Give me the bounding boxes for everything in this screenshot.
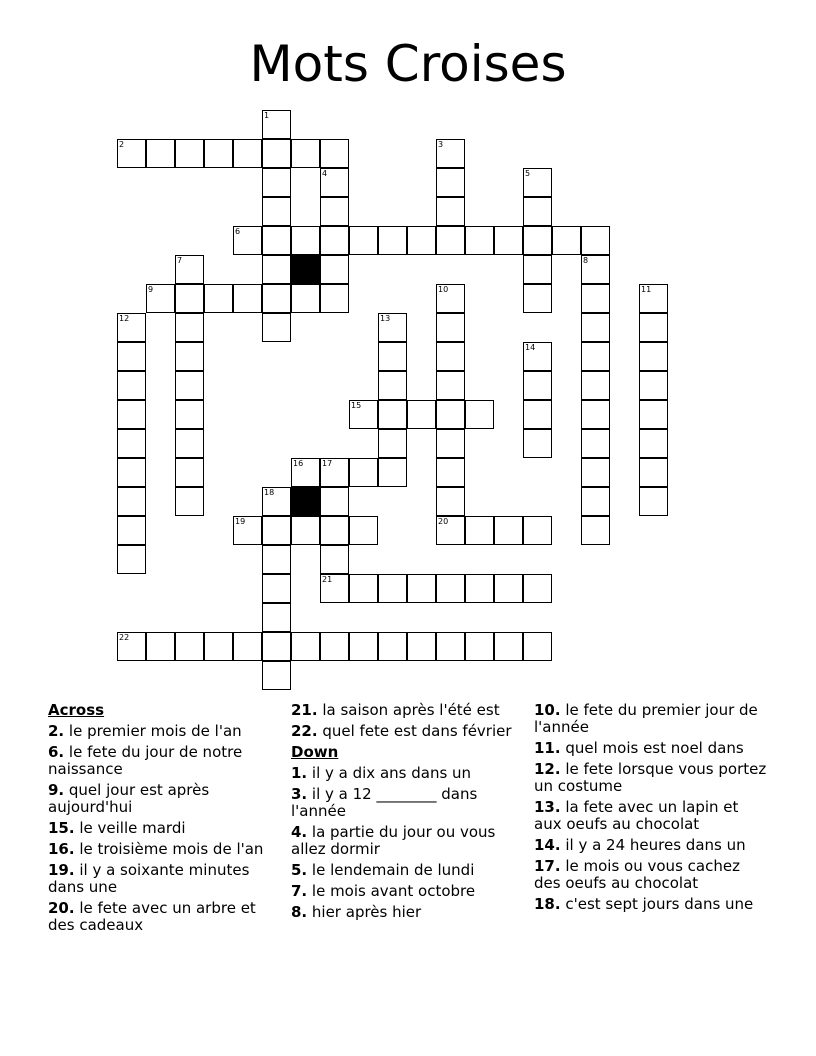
grid-cell[interactable] — [349, 574, 378, 603]
clue-number: 21. — [291, 701, 318, 719]
grid-cell[interactable] — [639, 371, 668, 400]
clue-item — [534, 799, 770, 833]
cell-number: 6 — [235, 227, 241, 236]
clue-item — [291, 824, 519, 858]
grid-cell[interactable] — [581, 429, 610, 458]
grid-cell[interactable] — [349, 632, 378, 661]
clue-text: le mois ou vous cachez des oeufs au chocolat — [534, 857, 740, 892]
grid-cell[interactable] — [436, 197, 465, 226]
clue-text: il y a 24 heures dans un — [560, 836, 746, 854]
grid-cell[interactable] — [146, 284, 175, 313]
grid-cell[interactable] — [378, 371, 407, 400]
grid-cell[interactable] — [175, 487, 204, 516]
grid-cell[interactable] — [552, 226, 581, 255]
grid-cell[interactable] — [262, 516, 291, 545]
cell-number: 13 — [380, 314, 391, 323]
cell-number: 14 — [525, 343, 536, 352]
cell-number: 3 — [438, 140, 444, 149]
grid-cell[interactable] — [465, 632, 494, 661]
grid-cell[interactable] — [523, 632, 552, 661]
cell-number: 5 — [525, 169, 531, 178]
grid-cell[interactable] — [117, 632, 146, 661]
grid-cell[interactable] — [523, 429, 552, 458]
cell-number: 16 — [293, 459, 304, 468]
grid-cell[interactable] — [523, 371, 552, 400]
grid-cell[interactable] — [320, 284, 349, 313]
grid-cell[interactable] — [117, 400, 146, 429]
grid-cell[interactable] — [581, 516, 610, 545]
cell-number: 19 — [235, 517, 246, 526]
clue-item — [48, 900, 278, 934]
grid-cell[interactable] — [117, 458, 146, 487]
clue-number: 8. — [291, 903, 308, 921]
grid-cell[interactable] — [494, 632, 523, 661]
grid-cell[interactable] — [291, 458, 320, 487]
grid-cell[interactable] — [523, 284, 552, 313]
grid-cell[interactable] — [320, 226, 349, 255]
clue-number: 2. — [48, 722, 65, 740]
clue-number: 13. — [534, 798, 561, 816]
clue-text: quel jour est après aujourd'hui — [48, 781, 210, 816]
grid-cell[interactable] — [117, 545, 146, 574]
grid-cell[interactable] — [233, 139, 262, 168]
cell-number: 20 — [438, 517, 449, 526]
grid-cell[interactable] — [117, 139, 146, 168]
grid-cell[interactable] — [581, 371, 610, 400]
grid-cell[interactable] — [233, 226, 262, 255]
grid-cell[interactable] — [436, 342, 465, 371]
grid-cell[interactable] — [117, 487, 146, 516]
clue-number: 20. — [48, 899, 75, 917]
clue-text: c'est sept jours dans une — [560, 895, 754, 913]
grid-cell[interactable] — [407, 632, 436, 661]
clue-item — [534, 837, 770, 854]
grid-cell[interactable] — [581, 400, 610, 429]
clue-text: la fete avec un lapin et aux oeufs au chocolat — [534, 798, 739, 833]
clue-text: le lendemain de lundi — [307, 861, 475, 879]
grid-cell[interactable] — [175, 458, 204, 487]
grid-cell[interactable] — [378, 342, 407, 371]
grid-cell[interactable] — [262, 284, 291, 313]
clue-text: il y a 12 ________ dans l'année — [291, 785, 478, 820]
grid-cell[interactable] — [117, 516, 146, 545]
grid-cell[interactable] — [320, 574, 349, 603]
grid-cell[interactable] — [436, 458, 465, 487]
grid-cell[interactable] — [436, 516, 465, 545]
grid-cell[interactable] — [262, 197, 291, 226]
clue-item — [291, 723, 519, 740]
clue-number: 22. — [291, 722, 318, 740]
grid-cell[interactable] — [523, 516, 552, 545]
clue-number: 4. — [291, 823, 308, 841]
clue-text: il y a soixante minutes dans une — [48, 861, 250, 896]
grid-cell[interactable] — [291, 516, 320, 545]
clue-item — [48, 782, 278, 816]
clue-item — [534, 740, 770, 757]
grid-cell[interactable] — [378, 458, 407, 487]
clue-text: le fete du jour de notre naissance — [48, 743, 243, 778]
grid-cell[interactable] — [320, 487, 349, 516]
grid-cell[interactable] — [117, 313, 146, 342]
clue-column-1 — [48, 702, 278, 938]
grid-cell[interactable] — [175, 400, 204, 429]
clue-column-2 — [291, 702, 519, 925]
clue-item — [534, 761, 770, 795]
grid-cell[interactable] — [523, 574, 552, 603]
grid-cell[interactable] — [233, 284, 262, 313]
clue-text: il y a dix ans dans un — [307, 764, 472, 782]
cell-number: 2 — [119, 140, 125, 149]
grid-cell[interactable] — [581, 226, 610, 255]
grid-cell[interactable] — [291, 139, 320, 168]
grid-cell[interactable] — [639, 400, 668, 429]
clue-text: le mois avant octobre — [307, 882, 476, 900]
clue-number: 14. — [534, 836, 561, 854]
grid-cell[interactable] — [436, 487, 465, 516]
grid-cell[interactable] — [262, 487, 291, 516]
grid-cell[interactable] — [581, 313, 610, 342]
grid-cell[interactable] — [146, 139, 175, 168]
clue-item — [534, 858, 770, 892]
grid-cell[interactable] — [320, 545, 349, 574]
grid-cell[interactable] — [378, 226, 407, 255]
clue-item — [534, 896, 770, 913]
grid-cell[interactable] — [175, 284, 204, 313]
grid-cell[interactable] — [175, 371, 204, 400]
grid-cell[interactable] — [465, 226, 494, 255]
grid-cell[interactable] — [378, 574, 407, 603]
grid-cell[interactable] — [523, 255, 552, 284]
grid-cell[interactable] — [581, 255, 610, 284]
clue-number: 7. — [291, 882, 308, 900]
cell-number: 15 — [351, 401, 362, 410]
grid-cell[interactable] — [175, 313, 204, 342]
cell-number: 9 — [148, 285, 154, 294]
grid-cell[interactable] — [436, 139, 465, 168]
grid-cell[interactable] — [581, 487, 610, 516]
grid-cell[interactable] — [639, 429, 668, 458]
grid-cell[interactable] — [494, 574, 523, 603]
clue-item — [48, 744, 278, 778]
clue-item — [48, 841, 278, 858]
black-cell — [291, 255, 320, 284]
cell-number: 21 — [322, 575, 333, 584]
cell-number: 11 — [641, 285, 652, 294]
grid-cell[interactable] — [320, 197, 349, 226]
grid-cell[interactable] — [320, 168, 349, 197]
clue-number: 3. — [291, 785, 308, 803]
clue-text: le fete du premier jour de l'année — [534, 701, 758, 736]
grid-cell[interactable] — [639, 284, 668, 313]
grid-cell[interactable] — [494, 516, 523, 545]
grid-cell[interactable] — [204, 632, 233, 661]
cell-number: 8 — [583, 256, 589, 265]
grid-cell[interactable] — [204, 284, 233, 313]
grid-cell[interactable] — [436, 371, 465, 400]
grid-cell[interactable] — [436, 429, 465, 458]
clue-text: le premier mois de l'an — [64, 722, 242, 740]
grid-cell[interactable] — [639, 458, 668, 487]
grid-cell[interactable] — [523, 342, 552, 371]
grid-cell[interactable] — [262, 632, 291, 661]
grid-cell[interactable] — [465, 400, 494, 429]
grid-cell[interactable] — [436, 313, 465, 342]
clue-number: 9. — [48, 781, 65, 799]
grid-cell[interactable] — [291, 284, 320, 313]
clue-text: le fete lorsque vous portez un costume — [534, 760, 767, 795]
grid-cell[interactable] — [204, 139, 233, 168]
grid-cell[interactable] — [436, 284, 465, 313]
clue-item — [291, 862, 519, 879]
clue-column-3 — [534, 702, 770, 917]
clue-item — [291, 883, 519, 900]
grid-cell[interactable] — [262, 574, 291, 603]
grid-cell[interactable] — [291, 226, 320, 255]
cell-number: 7 — [177, 256, 183, 265]
grid-cell[interactable] — [378, 429, 407, 458]
clue-number: 11. — [534, 739, 561, 757]
grid-cell[interactable] — [175, 632, 204, 661]
down-header: Down — [291, 743, 339, 761]
grid-cell[interactable] — [262, 255, 291, 284]
grid-cell[interactable] — [378, 400, 407, 429]
grid-cell[interactable] — [320, 139, 349, 168]
clue-number: 6. — [48, 743, 65, 761]
grid-cell[interactable] — [581, 342, 610, 371]
clue-number: 17. — [534, 857, 561, 875]
clue-item — [48, 820, 278, 837]
grid-cell[interactable] — [407, 574, 436, 603]
clue-text: la partie du jour ou vous allez dormir — [291, 823, 496, 858]
grid-cell[interactable] — [262, 110, 291, 139]
cell-number: 22 — [119, 633, 130, 642]
grid-cell[interactable] — [320, 632, 349, 661]
grid-cell[interactable] — [262, 226, 291, 255]
grid-cell[interactable] — [117, 342, 146, 371]
clue-number: 18. — [534, 895, 561, 913]
grid-cell[interactable] — [436, 574, 465, 603]
clue-item — [291, 765, 519, 782]
clue-number: 15. — [48, 819, 75, 837]
clue-number: 1. — [291, 764, 308, 782]
grid-cell[interactable] — [233, 516, 262, 545]
clue-text: le troisième mois de l'an — [74, 840, 264, 858]
across-header: Across — [48, 701, 105, 719]
grid-cell[interactable] — [436, 168, 465, 197]
grid-cell[interactable] — [378, 632, 407, 661]
grid-cell[interactable] — [639, 313, 668, 342]
clue-text: le fete avec un arbre et des cadeaux — [48, 899, 256, 934]
clue-item — [48, 862, 278, 896]
grid-cell[interactable] — [117, 429, 146, 458]
grid-cell[interactable] — [175, 255, 204, 284]
grid-cell[interactable] — [523, 168, 552, 197]
grid-cell[interactable] — [407, 400, 436, 429]
grid-cell[interactable] — [117, 371, 146, 400]
grid-cell[interactable] — [262, 545, 291, 574]
clue-text: quel fete est dans février — [317, 722, 512, 740]
clue-text: quel mois est noel dans — [560, 739, 744, 757]
grid-cell[interactable] — [175, 429, 204, 458]
clue-text: la saison après l'été est — [317, 701, 500, 719]
grid-cell[interactable] — [262, 139, 291, 168]
grid-cell[interactable] — [523, 400, 552, 429]
grid-cell[interactable] — [146, 632, 175, 661]
grid-cell[interactable] — [581, 458, 610, 487]
clue-item — [291, 786, 519, 820]
grid-cell[interactable] — [494, 226, 523, 255]
grid-cell[interactable] — [262, 168, 291, 197]
cell-number: 4 — [322, 169, 328, 178]
grid-cell[interactable] — [262, 661, 291, 690]
grid-cell[interactable] — [320, 516, 349, 545]
grid-cell[interactable] — [436, 400, 465, 429]
cell-number: 18 — [264, 488, 275, 497]
clue-item — [534, 702, 770, 736]
grid-cell[interactable] — [465, 516, 494, 545]
grid-cell[interactable] — [320, 458, 349, 487]
clue-item — [291, 904, 519, 921]
grid-cell[interactable] — [233, 632, 262, 661]
clue-item — [291, 702, 519, 719]
grid-cell[interactable] — [349, 226, 378, 255]
grid-cell[interactable] — [175, 342, 204, 371]
puzzle-title: Mots Croises — [249, 35, 567, 93]
grid-cell[interactable] — [175, 139, 204, 168]
cell-number: 12 — [119, 314, 130, 323]
clue-number: 5. — [291, 861, 308, 879]
cell-number: 1 — [264, 111, 270, 120]
grid-cell[interactable] — [262, 313, 291, 342]
grid-cell[interactable] — [639, 487, 668, 516]
cell-number: 17 — [322, 459, 333, 468]
grid-cell[interactable] — [436, 226, 465, 255]
clue-number: 16. — [48, 840, 75, 858]
cell-number: 10 — [438, 285, 449, 294]
grid-cell[interactable] — [407, 226, 436, 255]
clue-text: hier après hier — [307, 903, 422, 921]
grid-cell[interactable] — [465, 574, 494, 603]
grid-cell[interactable] — [320, 255, 349, 284]
grid-cell[interactable] — [639, 342, 668, 371]
grid-cell[interactable] — [349, 400, 378, 429]
clue-item — [48, 723, 278, 740]
grid-cell[interactable] — [436, 632, 465, 661]
grid-cell[interactable] — [349, 458, 378, 487]
grid-cell[interactable] — [378, 313, 407, 342]
grid-cell[interactable] — [523, 197, 552, 226]
grid-cell[interactable] — [349, 516, 378, 545]
grid-cell[interactable] — [523, 226, 552, 255]
clue-number: 12. — [534, 760, 561, 778]
grid-cell[interactable] — [291, 632, 320, 661]
clue-number: 19. — [48, 861, 75, 879]
clue-text: le veille mardi — [74, 819, 186, 837]
black-cell — [291, 487, 320, 516]
grid-cell[interactable] — [581, 284, 610, 313]
grid-cell[interactable] — [262, 603, 291, 632]
clue-number: 10. — [534, 701, 561, 719]
